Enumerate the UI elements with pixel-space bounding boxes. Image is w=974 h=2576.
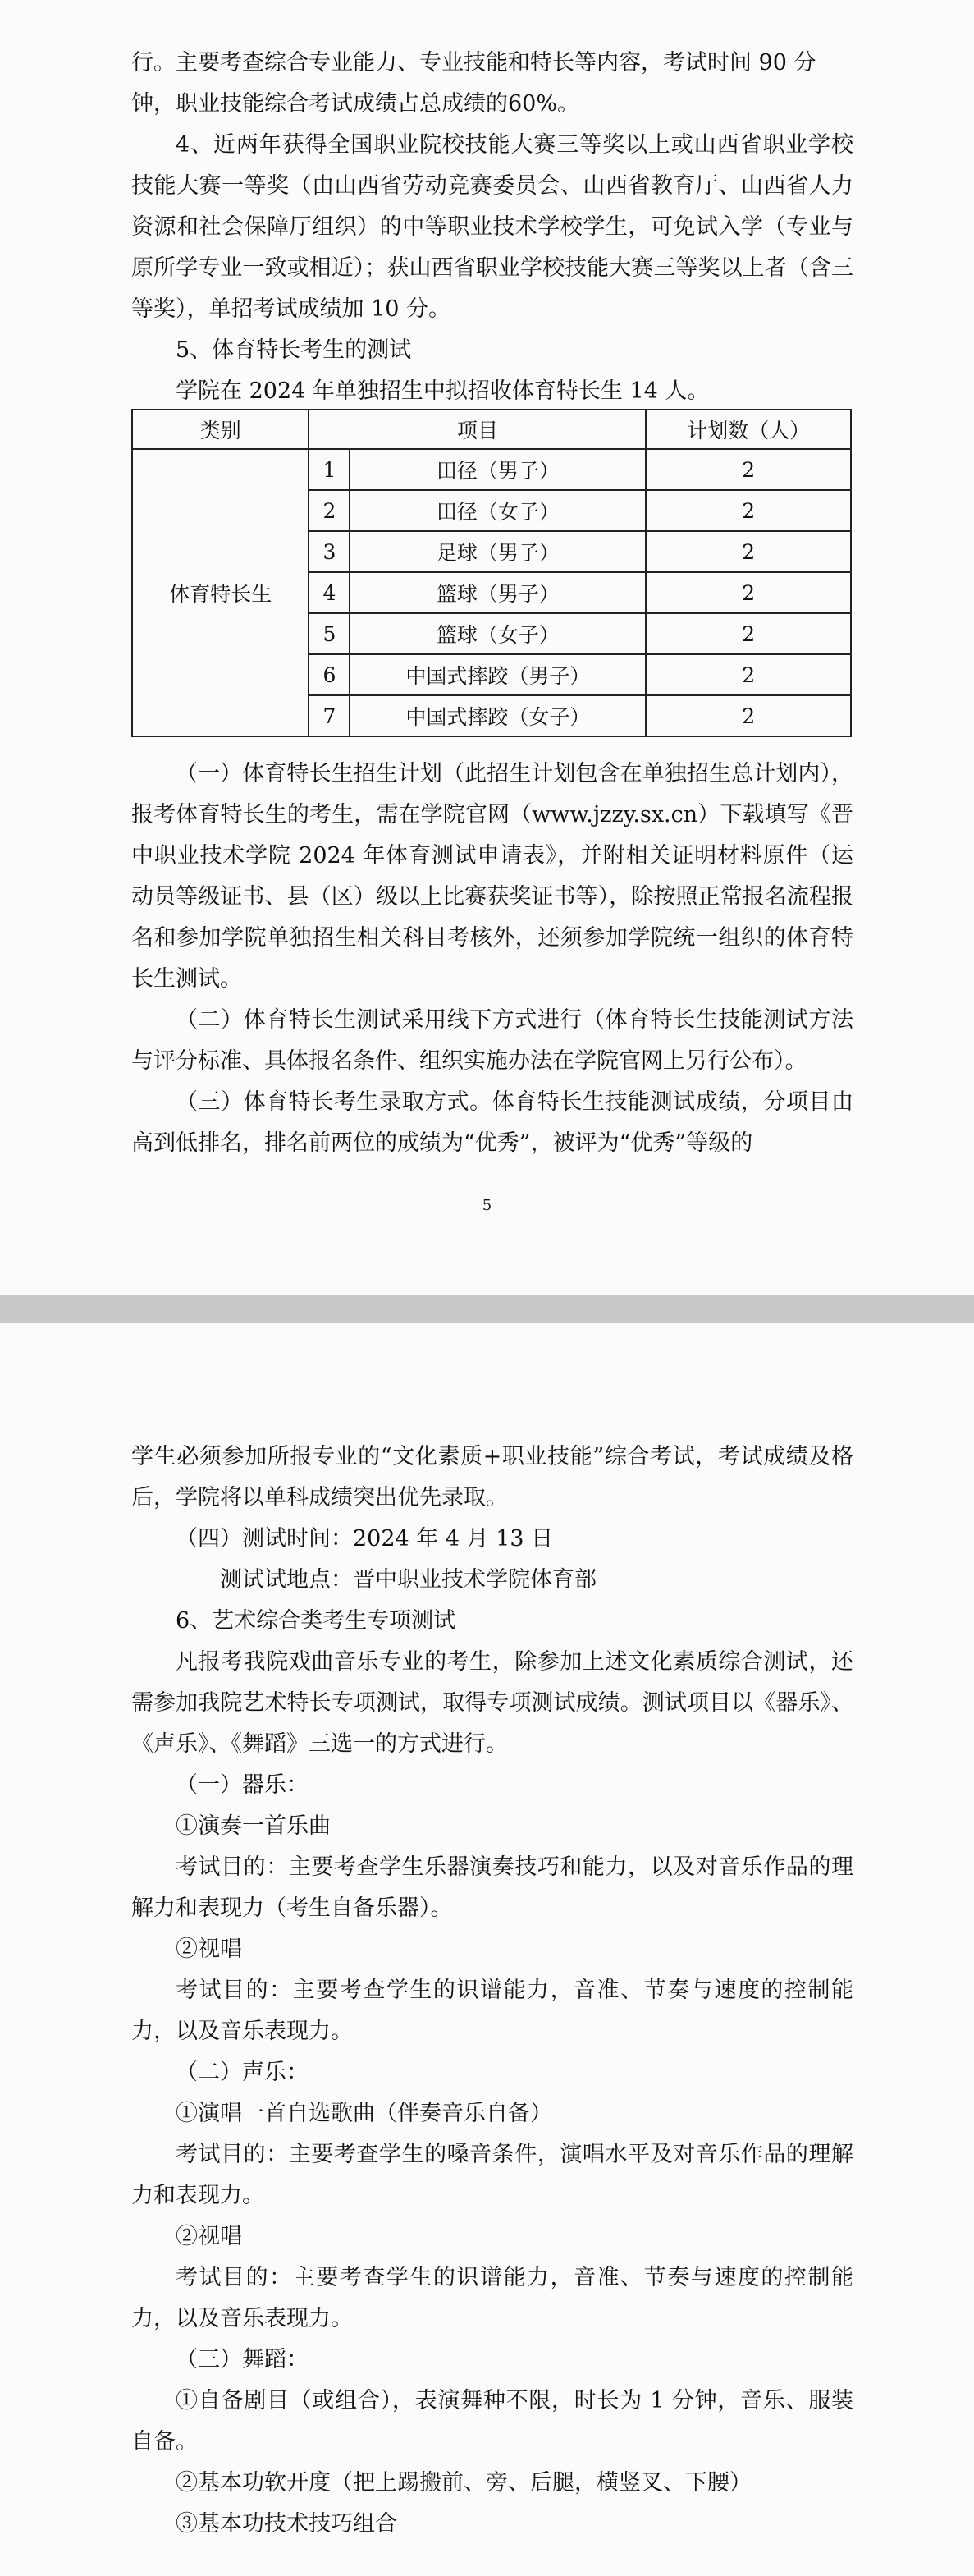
row-count: 2 (646, 531, 851, 572)
dance-item-2: ②基本功软开度（把上踢搬前、旁、后腿，横竖叉、下腰） (176, 2470, 752, 2496)
row-count: 2 (646, 572, 851, 613)
test-place: 测试试地点：晋中职业技术学院体育部 (220, 1567, 597, 1593)
row-number: 5 (309, 613, 350, 654)
page-number: 5 (482, 1197, 492, 1214)
row-count: 2 (646, 613, 851, 654)
instrumental-item-1-desc: 考试目的：主要考查学生乐器演奏技巧和能力，以及对音乐作品的理解力和表现力（考生自备乐器）。 (131, 1854, 853, 1921)
row-item: 篮球（男子） (350, 572, 646, 613)
row-count: 2 (646, 490, 851, 531)
table-row (132, 449, 851, 490)
row-count: 2 (646, 449, 851, 490)
sports-quota-table (131, 409, 852, 737)
document-page-2 (0, 1323, 974, 2576)
paragraph-continued: 学生必须参加所报专业的“文化素质+职业技能”综合考试，考试成绩及格后，学院将以单科成绩突出优先录取。 (131, 1444, 853, 1510)
header-count: 计划数（人） (646, 410, 851, 449)
section-vocal: （二）声乐： (176, 2060, 309, 2085)
section-dance: （三）舞蹈： (176, 2347, 309, 2372)
row-item: 中国式摔跤（男子） (350, 654, 646, 695)
section-instrumental: （一）器乐： (176, 1772, 309, 1798)
intro-line-1: 行。主要考查综合专业能力、专业技能和特长等内容，考试时间 90 分 (131, 50, 816, 76)
category-cell: 体育特长生 (132, 449, 309, 736)
row-item: 田径（男子） (350, 449, 646, 490)
paragraph-plan: （一）体育特长生招生计划（此招生计划包含在单独招生总计划内），报考体育特长生的考生，需在学院官网（www.jzzy.sx.cn）下载填写《晋中职业技术学院 2024 年体育测试申请表》，并附相关证明材料原件（运动员等级证书、县（区）级以上比赛获奖证书等），除按照正常报名流程报名和参加学院单独招生相关科目考核外，还须参加学院统一组织的体育特长生测试。 (131, 761, 853, 992)
vocal-item-2-desc: 考试目的：主要考查学生的识谱能力，音准、节奏与速度的控制能力，以及音乐表现力。 (131, 2265, 853, 2331)
row-number: 6 (309, 654, 350, 695)
instrumental-item-2-desc: 考试目的：主要考查学生的识谱能力，音准、节奏与速度的控制能力，以及音乐表现力。 (131, 1978, 853, 2044)
header-category: 类别 (132, 410, 309, 449)
row-item: 中国式摔跤（女子） (350, 695, 646, 736)
row-item: 篮球（女子） (350, 613, 646, 654)
dance-item-1: ①自备剧目（或组合），表演舞种不限，时长为 1 分钟，音乐、服装自备。 (131, 2388, 853, 2455)
row-count: 2 (646, 654, 851, 695)
heading-6: 6、艺术综合类考生专项测试 (176, 1608, 456, 1634)
row-item: 田径（女子） (350, 490, 646, 531)
dance-item-3: ③基本功技术技巧组合 (176, 2511, 397, 2537)
heading-5: 5、体育特长考生的测试 (176, 337, 412, 363)
paragraph-4: 4、近两年获得全国职业院校技能大赛三等奖以上或山西省职业学校技能大赛一等奖（由山西省劳动竞赛委员会、山西省教育厅、山西省人力资源和社会保障厅组织）的中等职业技术学校学生，可免试入学（专业与原所学专业一致或相近）；获山西省职业学校技能大赛三等奖以上者（含三等奖），单招考试成绩加 10 分。 (131, 132, 853, 322)
paragraph-method: （二）体育特长生测试采用线下方式进行（体育特长生技能测试方法与评分标准、具体报名条件、组织实施办法在学院官网上另行公布）。 (131, 1007, 853, 1074)
intro-line-2: 钟，职业技能综合考试成绩占总成绩的60%。 (131, 91, 580, 117)
table-header-row (132, 410, 851, 449)
row-number: 2 (309, 490, 350, 531)
vocal-item-1-desc: 考试目的：主要考查学生的嗓音条件，演唱水平及对音乐作品的理解力和表现力。 (131, 2142, 853, 2208)
test-time: （四）测试时间：2024 年 4 月 13 日 (176, 1526, 554, 1552)
row-count: 2 (646, 695, 851, 736)
row-item: 足球（男子） (350, 531, 646, 572)
paragraph-6: 凡报考我院戏曲音乐专业的考生，除参加上述文化素质综合测试，还需参加我院艺术特长专项测试，取得专项测试成绩。测试项目以《器乐》、《声乐》、《舞蹈》三选一的方式进行。 (131, 1649, 853, 1757)
vocal-item-1: ①演唱一首自选歌曲（伴奏音乐自备） (176, 2101, 552, 2126)
paragraph-5-intro: 学院在 2024 年单独招生中拟招收体育特长生 14 人。 (176, 378, 710, 404)
paragraph-admission: （三）体育特长考生录取方式。体育特长生技能测试成绩，分项目由高到低排名，排名前两位的成绩为“优秀”，被评为“优秀”等级的 (131, 1089, 853, 1156)
row-number: 1 (309, 449, 350, 490)
instrumental-item-1: ①演奏一首乐曲 (176, 1813, 331, 1839)
row-number: 3 (309, 531, 350, 572)
header-item: 项目 (309, 410, 646, 449)
vocal-item-2: ②视唱 (176, 2224, 242, 2249)
row-number: 4 (309, 572, 350, 613)
row-number: 7 (309, 695, 350, 736)
instrumental-item-2: ②视唱 (176, 1937, 242, 1962)
